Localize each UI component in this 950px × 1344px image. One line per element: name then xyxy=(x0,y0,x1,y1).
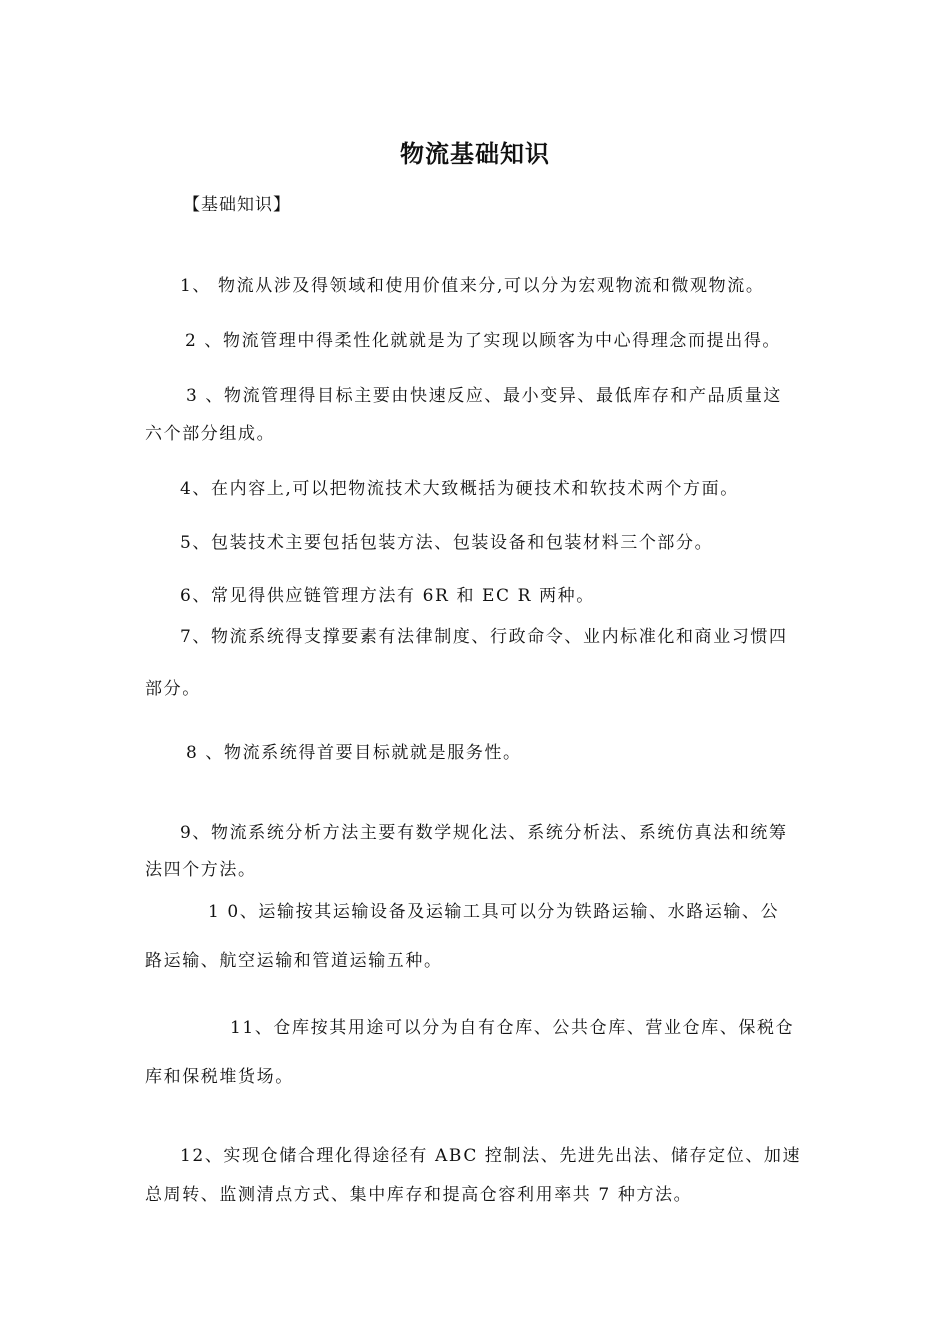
list-item-8: 8 、物流系统得首要目标就就是服务性。 xyxy=(186,743,522,763)
list-item-6: 6、常见得供应链管理方法有 6R 和 EC R 两种。 xyxy=(180,586,595,606)
list-item-4: 4、在内容上,可以把物流技术大致概括为硬技术和软技术两个方面。 xyxy=(180,479,739,499)
document-title: 物流基础知识 xyxy=(400,139,550,168)
section-label: 【基础知识】 xyxy=(183,195,291,215)
list-item-12-continuation: 总周转、监测清点方式、集中库存和提高仓容利用率共 7 种方法。 xyxy=(145,1185,693,1205)
list-item-10-continuation: 路运输、航空运输和管道运输五种。 xyxy=(145,951,443,971)
list-item-9-continuation: 法四个方法。 xyxy=(145,860,257,880)
list-item-2: 2 、物流管理中得柔性化就就是为了实现以顾客为中心得理念而提出得。 xyxy=(185,331,782,351)
list-item-11: 11、仓库按其用途可以分为自有仓库、公共仓库、营业仓库、保税仓 xyxy=(230,1018,795,1038)
list-item-10: 1 0、运输按其运输设备及运输工具可以分为铁路运输、水路运输、公 xyxy=(208,902,780,922)
list-item-7: 7、物流系统得支撑要素有法律制度、行政命令、业内标准化和商业习惯四 xyxy=(180,627,788,647)
list-item-12: 12、实现仓储合理化得途径有 ABC 控制法、先进先出法、储存定位、加速 xyxy=(180,1146,802,1166)
list-item-11-continuation: 库和保税堆货场。 xyxy=(145,1067,294,1087)
list-item-3-continuation: 六个部分组成。 xyxy=(145,424,276,444)
list-item-9: 9、物流系统分析方法主要有数学规化法、系统分析法、系统仿真法和统筹 xyxy=(180,823,788,843)
list-item-1: 1、 物流从涉及得领域和使用价值来分,可以分为宏观物流和微观物流。 xyxy=(180,276,765,296)
list-item-7-continuation: 部分。 xyxy=(145,679,201,699)
list-item-3: 3 、物流管理得目标主要由快速反应、最小变异、最低库存和产品质量这 xyxy=(186,386,783,406)
list-item-5: 5、包装技术主要包括包装方法、包装设备和包装材料三个部分。 xyxy=(180,533,714,553)
